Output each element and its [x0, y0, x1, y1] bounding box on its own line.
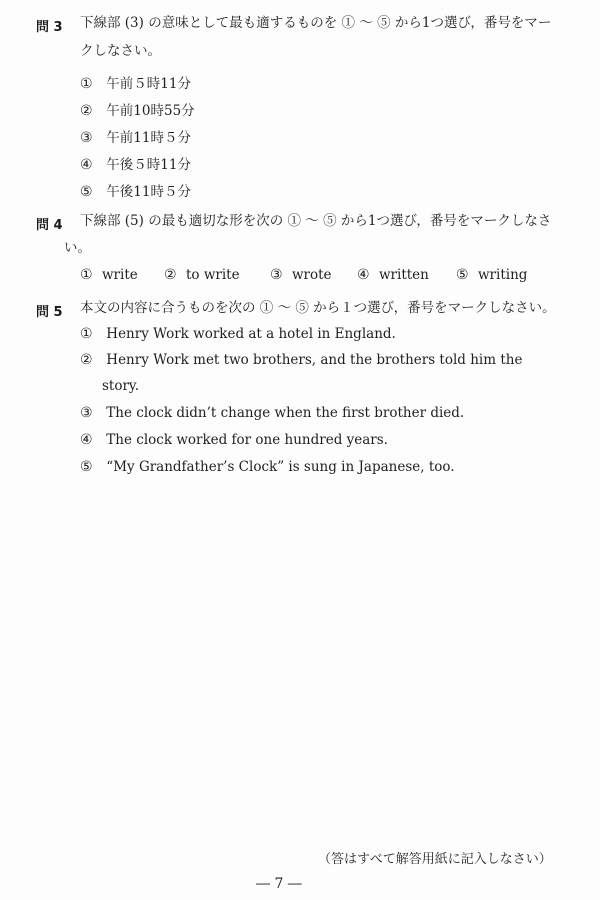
option-marker: ①: [80, 267, 93, 283]
q4-option-4: [357, 267, 429, 283]
option-marker: ④: [80, 432, 93, 448]
q4-option-5: [456, 267, 527, 283]
option-marker: ④: [80, 157, 93, 173]
q5-option-3: [80, 403, 464, 423]
option-marker: ①: [80, 326, 93, 342]
option-marker: ⑤: [80, 184, 93, 200]
q3-option-1: [80, 74, 191, 94]
option-text: 午後５時11分: [106, 157, 191, 173]
question-4-text-line2: い。: [64, 240, 91, 256]
option-text: 午後11時５分: [106, 184, 191, 200]
q3-option-4: [80, 155, 191, 175]
q5-option-4: [80, 430, 388, 450]
option-marker: ⑤: [456, 267, 469, 283]
option-text: Henry Work met two brothers, and the brothers told him the: [106, 352, 523, 368]
question-5-text-line1: 本文の内容に合うものを次の ① ～ ⑤ から１つ選び，番号をマークしなさい。: [80, 300, 556, 316]
question-5-number: 問 5: [36, 305, 63, 320]
option-text: The clock worked for one hundred years.: [106, 432, 388, 448]
answer-sheet-note: （答はすべて解答用紙に記入しなさい）: [318, 852, 552, 867]
page-number: ― 7 ―: [256, 876, 302, 892]
option-text: 午前５時11分: [106, 76, 191, 92]
option-text: Henry Work worked at a hotel in England.: [106, 326, 396, 342]
option-marker: ③: [270, 267, 283, 283]
question-3-text-line2: クしなさい。: [80, 43, 161, 59]
question-3-number: 問 3: [36, 20, 63, 35]
option-marker: ②: [80, 103, 93, 119]
q5-option-2: [80, 350, 522, 370]
question-3-text-line1: 下線部 (3) の意味として最も適するものを ① ～ ⑤ から1つ選び，番号をマー: [80, 15, 552, 31]
option-marker: ⑤: [80, 459, 93, 475]
q3-option-2: [80, 101, 195, 121]
option-text: writing: [478, 267, 528, 283]
option-text: write: [102, 267, 138, 283]
q5-option-5: [80, 457, 455, 477]
q5-option-1: [80, 324, 396, 344]
q4-option-1: [80, 267, 138, 283]
option-marker: ②: [164, 267, 177, 283]
option-text: wrote: [292, 267, 332, 283]
q3-option-3: [80, 128, 191, 148]
option-text: 午前10時55分: [106, 103, 195, 119]
option-text: “My Grandfather’s Clock” is sung in Japanese, too.: [106, 459, 455, 475]
option-text: to write: [186, 267, 240, 283]
option-marker: ③: [80, 130, 93, 146]
option-text: The clock didn’t change when the first brother died.: [106, 405, 465, 421]
option-marker: ③: [80, 405, 93, 421]
question-4-text-line1: 下線部 (5) の最も適切な形を次の ① ～ ⑤ から1つ選び，番号をマークしなさ: [80, 213, 552, 229]
q3-option-5: [80, 182, 191, 202]
q4-option-3: [270, 267, 332, 283]
option-marker: ②: [80, 352, 93, 368]
q5-option-2-continuation: story.: [102, 378, 140, 394]
option-marker: ①: [80, 76, 93, 92]
option-text: written: [379, 267, 429, 283]
question-4-number: 問 4: [36, 218, 63, 233]
option-marker: ④: [357, 267, 370, 283]
q4-option-2: [164, 267, 240, 283]
option-text: 午前11時５分: [106, 130, 191, 146]
